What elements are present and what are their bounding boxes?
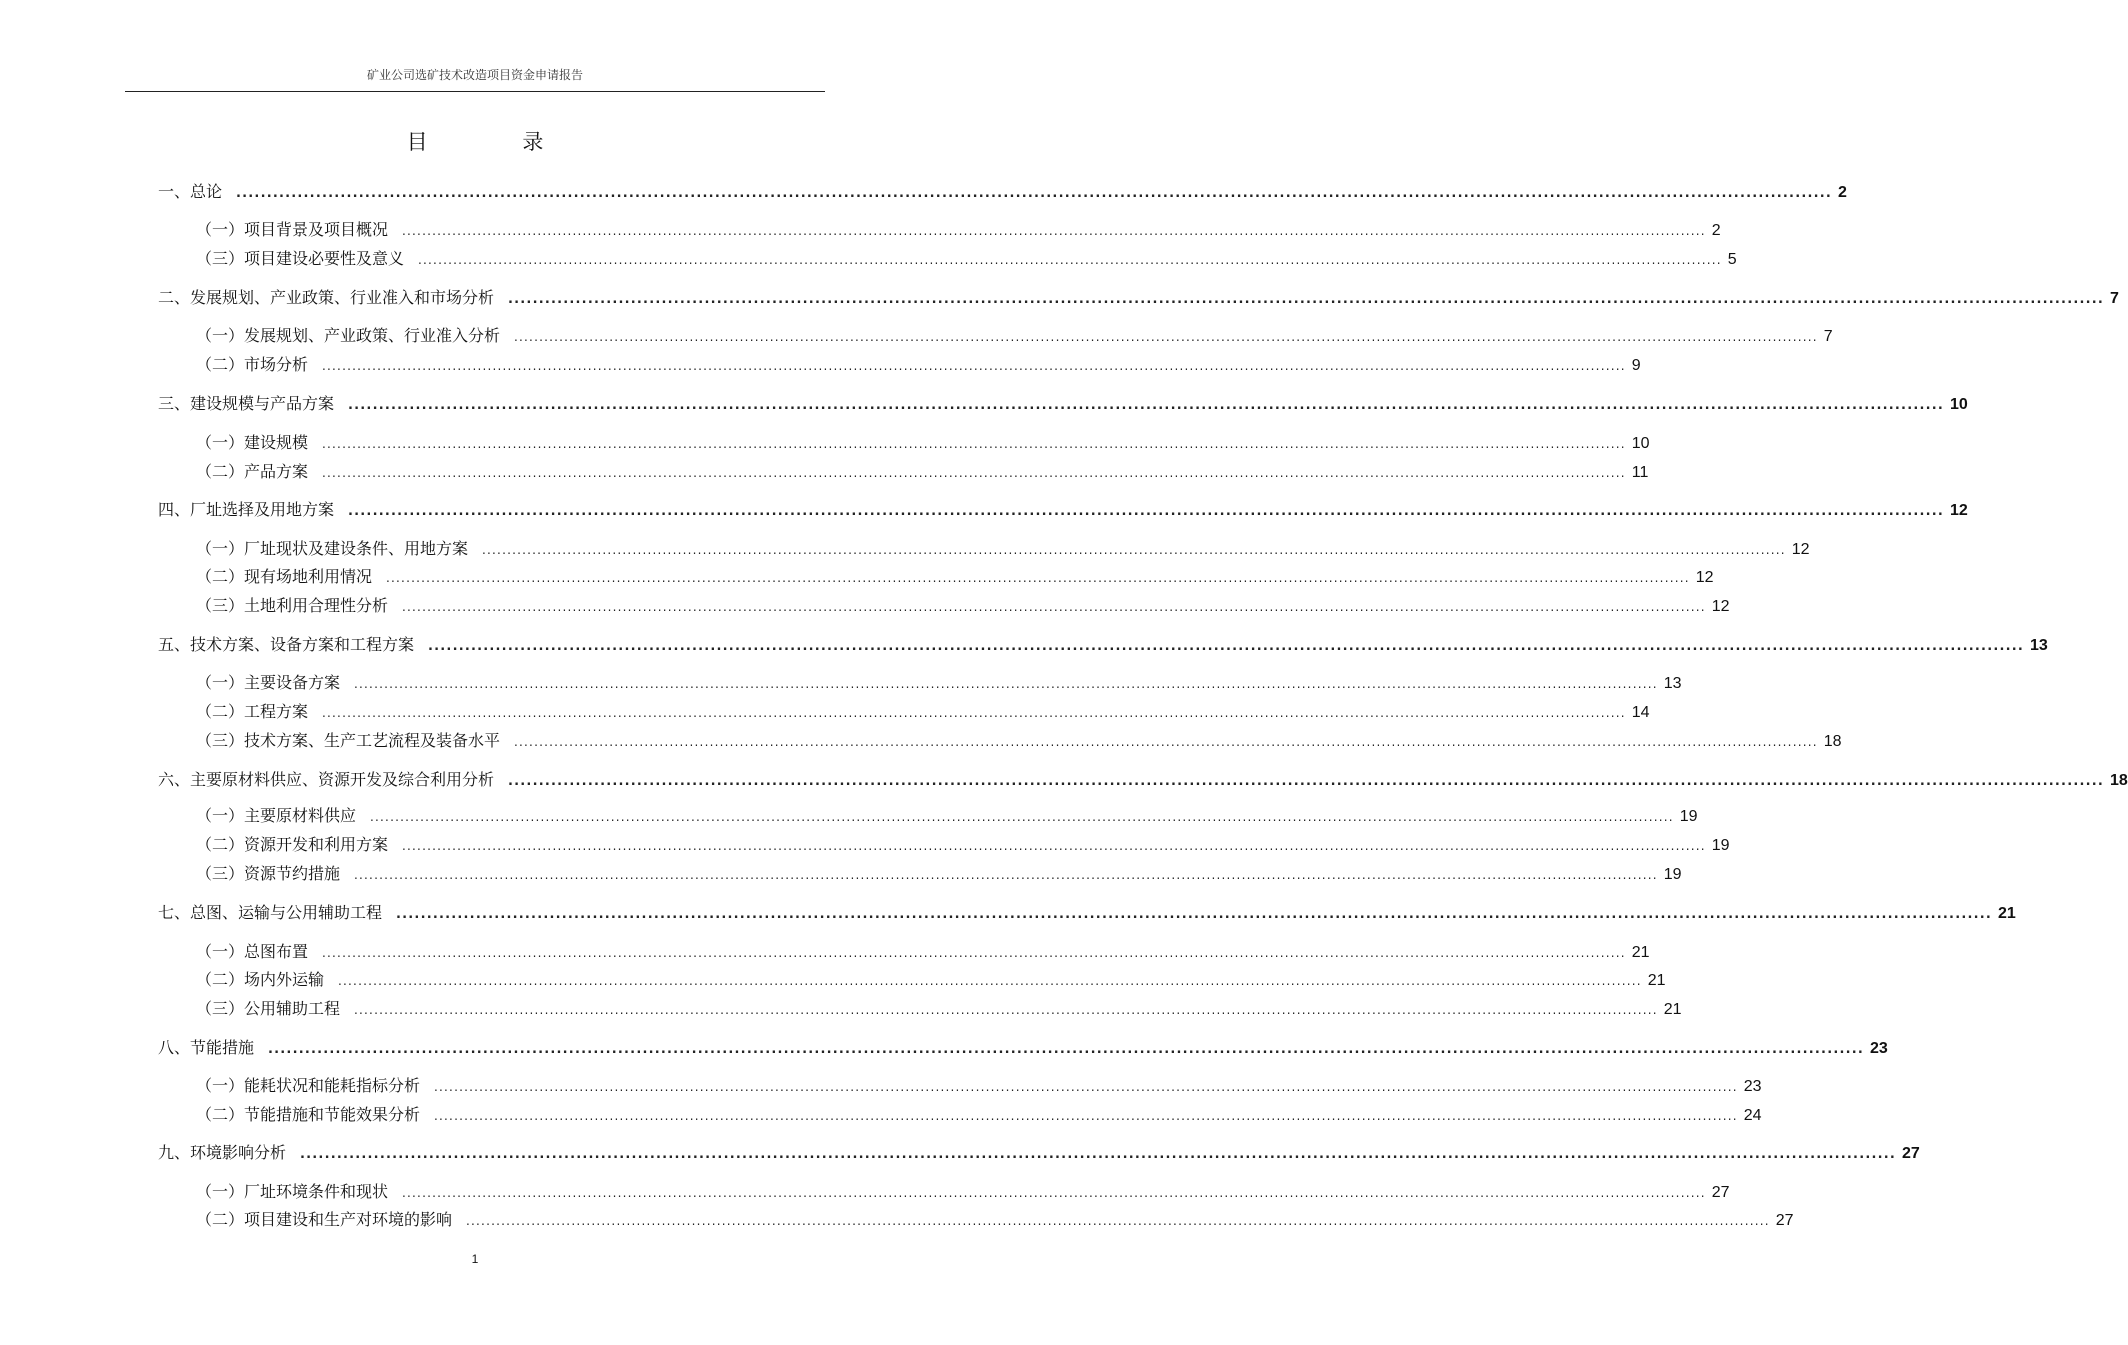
toc-entry-label: （一）厂址现状及建设条件、用地方案 <box>196 539 469 558</box>
toc-entry-page: 12 <box>1695 569 1714 586</box>
toc-entry-label: （二）工程方案 <box>196 702 309 721</box>
toc-chapter-entry[interactable] <box>158 287 2119 309</box>
toc-section-entry[interactable] <box>196 730 1842 752</box>
toc-entry-label: 三、建设规模与产品方案 <box>158 394 335 413</box>
toc-section-entry[interactable] <box>196 969 1666 991</box>
toc-entry-page: 19 <box>1679 808 1698 825</box>
toc-entry-label: （二）资源开发和利用方案 <box>196 835 389 854</box>
toc-section-entry[interactable] <box>196 1181 1730 1203</box>
toc-entry-page: 21 <box>1663 1001 1682 1018</box>
toc-entry-page: 23 <box>1870 1040 1888 1057</box>
toc-entry-page: 10 <box>1950 396 1968 413</box>
toc-entry-page: 13 <box>1663 675 1682 692</box>
toc-entry-label: （二）场内外运输 <box>196 970 325 989</box>
running-header-title: 矿业公司选矿技术改造项目资金申请报告 <box>366 68 583 82</box>
toc-entry-page: 23 <box>1743 1078 1762 1095</box>
toc-entry-label: （一）建设规模 <box>196 433 309 452</box>
toc-dot-leader: .................................................................................................................................................................................................................................................................... <box>418 253 1722 267</box>
toc-entry-page: 12 <box>1950 502 1968 519</box>
toc-dot-leader: .................................................................................................................................................................................................................................................................... <box>402 600 1706 614</box>
toc-entry-page: 19 <box>1711 837 1730 854</box>
toc-entry-page: 27 <box>1711 1184 1730 1201</box>
toc-dot-leader: .................................................................................................................................................................................................................................................................... <box>514 330 1818 344</box>
toc-section-entry[interactable] <box>196 566 1714 588</box>
toc-entry-label: （二）节能措施和节能效果分析 <box>196 1105 421 1124</box>
toc-section-entry[interactable] <box>196 941 1650 963</box>
toc-entry-label: （三）公用辅助工程 <box>196 999 341 1018</box>
toc-dot-leader: .................................................................................................................................................................................................................................................................... <box>354 868 1658 882</box>
toc-section-entry[interactable] <box>196 672 1682 694</box>
toc-entry-page: 14 <box>1631 704 1650 721</box>
toc-entry-label: （一）能耗状况和能耗指标分析 <box>196 1076 421 1095</box>
toc-entry-label: 六、主要原材料供应、资源开发及综合利用分析 <box>158 770 495 789</box>
toc-entry-label: 八、节能措施 <box>158 1038 255 1057</box>
toc-dot-leader: .................................................................................................................................................................................................................................................................... <box>322 359 1626 373</box>
toc-section-entry[interactable] <box>196 701 1650 723</box>
toc-entry-page: 19 <box>1663 866 1682 883</box>
toc-entry-page: 18 <box>1823 733 1842 750</box>
toc-entry-label: （三）资源节约措施 <box>196 864 341 883</box>
toc-dot-leader: .................................................................................................................................................................................................................................................................... <box>386 571 1690 585</box>
toc-section-entry[interactable] <box>196 805 1698 827</box>
toc-entry-page: 7 <box>1823 328 1833 345</box>
toc-entry-label: （一）总图布置 <box>196 942 309 961</box>
toc-chapter-entry[interactable] <box>158 393 1968 415</box>
toc-entry-label: （一）厂址环境条件和现状 <box>196 1182 389 1201</box>
toc-dot-leader: .................................................................................................................................................................................................................................................................... <box>322 437 1626 451</box>
toc-section-entry[interactable] <box>196 595 1730 617</box>
toc-section-entry[interactable] <box>196 538 1810 560</box>
toc-entry-page: 21 <box>1631 944 1650 961</box>
toc-entry-label: （二）现有场地利用情况 <box>196 567 373 586</box>
footer-page-number: 1 <box>471 1252 479 1266</box>
toc-dot-leader: .................................................................................................................................................................................................................................................................... <box>348 504 1945 519</box>
toc-entry-label: （一）主要设备方案 <box>196 673 341 692</box>
toc-entry-page: 2 <box>1838 184 1847 201</box>
toc-dot-leader: .................................................................................................................................................................................................................................................................... <box>434 1109 1738 1123</box>
toc-dot-leader: .................................................................................................................................................................................................................................................................... <box>322 946 1626 960</box>
toc-chapter-entry[interactable] <box>158 634 2048 656</box>
toc-dot-leader: .................................................................................................................................................................................................................................................................... <box>300 1147 1897 1162</box>
toc-section-entry[interactable] <box>196 461 1649 483</box>
toc-section-entry[interactable] <box>196 325 1833 347</box>
toc-dot-leader: .................................................................................................................................................................................................................................................................... <box>396 907 1993 922</box>
toc-dot-leader: .................................................................................................................................................................................................................................................................... <box>402 839 1706 853</box>
toc-entry-page: 5 <box>1727 251 1737 268</box>
toc-dot-leader: .................................................................................................................................................................................................................................................................... <box>370 810 1674 824</box>
toc-section-entry[interactable] <box>196 248 1737 270</box>
toc-entry-page: 27 <box>1775 1212 1794 1229</box>
toc-section-entry[interactable] <box>196 998 1682 1020</box>
toc-entry-page: 12 <box>1791 541 1810 558</box>
toc-entry-page: 12 <box>1711 598 1730 615</box>
toc-dot-leader: .................................................................................................................................................................................................................................................................... <box>402 224 1706 238</box>
toc-entry-page: 18 <box>2110 772 2128 789</box>
toc-chapter-entry[interactable] <box>158 181 1847 203</box>
toc-chapter-entry[interactable] <box>158 769 2128 791</box>
toc-entry-page: 21 <box>1647 972 1666 989</box>
toc-dot-leader: .................................................................................................................................................................................................................................................................... <box>354 677 1658 691</box>
toc-heading: 目 录 <box>406 130 588 154</box>
toc-entry-page: 27 <box>1902 1145 1920 1162</box>
toc-section-entry[interactable] <box>196 354 1641 376</box>
toc-dot-leader: .................................................................................................................................................................................................................................................................... <box>466 1214 1770 1228</box>
toc-entry-label: 四、厂址选择及用地方案 <box>158 500 335 519</box>
toc-entry-page: 9 <box>1631 357 1641 374</box>
toc-entry-label: （一）主要原材料供应 <box>196 806 357 825</box>
toc-dot-leader: .................................................................................................................................................................................................................................................................... <box>348 398 1945 413</box>
toc-entry-page: 21 <box>1998 905 2016 922</box>
toc-dot-leader: .................................................................................................................................................................................................................................................................... <box>428 639 2025 654</box>
toc-section-entry[interactable] <box>196 432 1650 454</box>
toc-chapter-entry[interactable] <box>158 1037 1888 1059</box>
toc-dot-leader: .................................................................................................................................................................................................................................................................... <box>322 706 1626 720</box>
toc-dot-leader: .................................................................................................................................................................................................................................................................... <box>236 186 1833 201</box>
toc-dot-leader: .................................................................................................................................................................................................................................................................... <box>322 466 1626 480</box>
toc-chapter-entry[interactable] <box>158 1142 1920 1164</box>
toc-section-entry[interactable] <box>196 863 1682 885</box>
toc-entry-label: 一、总论 <box>158 182 223 201</box>
toc-dot-leader: .................................................................................................................................................................................................................................................................... <box>338 974 1642 988</box>
toc-entry-label: 二、发展规划、产业政策、行业准入和市场分析 <box>158 288 495 307</box>
toc-entry-label: （二）项目建设和生产对环境的影响 <box>196 1210 453 1229</box>
toc-entry-label: 九、环境影响分析 <box>158 1143 287 1162</box>
toc-entry-label: （一）项目背景及项目概况 <box>196 220 389 239</box>
toc-entry-page: 24 <box>1743 1107 1762 1124</box>
toc-dot-leader: .................................................................................................................................................................................................................................................................... <box>434 1080 1738 1094</box>
toc-entry-label: 五、技术方案、设备方案和工程方案 <box>158 635 415 654</box>
toc-section-entry[interactable] <box>196 1075 1762 1097</box>
toc-chapter-entry[interactable] <box>158 902 2016 924</box>
toc-dot-leader: .................................................................................................................................................................................................................................................................... <box>508 292 2105 307</box>
toc-section-entry[interactable] <box>196 1104 1762 1126</box>
toc-entry-page: 7 <box>2110 290 2119 307</box>
toc-dot-leader: .................................................................................................................................................................................................................................................................... <box>402 1186 1706 1200</box>
toc-dot-leader: .................................................................................................................................................................................................................................................................... <box>514 735 1818 749</box>
toc-entry-page: 13 <box>2030 637 2048 654</box>
toc-section-entry[interactable] <box>196 1209 1794 1231</box>
toc-dot-leader: .................................................................................................................................................................................................................................................................... <box>482 543 1786 557</box>
toc-entry-label: （三）项目建设必要性及意义 <box>196 249 405 268</box>
toc-dot-leader: .................................................................................................................................................................................................................................................................... <box>268 1042 1865 1057</box>
toc-entry-label: （二）产品方案 <box>196 462 309 481</box>
toc-entry-page: 11 <box>1631 464 1649 481</box>
toc-entry-label: （三）土地利用合理性分析 <box>196 596 389 615</box>
toc-entry-label: （二）市场分析 <box>196 355 309 374</box>
toc-section-entry[interactable] <box>196 834 1730 856</box>
toc-entry-label: 七、总图、运输与公用辅助工程 <box>158 903 383 922</box>
toc-dot-leader: .................................................................................................................................................................................................................................................................... <box>508 774 2105 789</box>
toc-entry-label: （一）发展规划、产业政策、行业准入分析 <box>196 326 501 345</box>
toc-entry-label: （三）技术方案、生产工艺流程及装备水平 <box>196 731 501 750</box>
toc-chapter-entry[interactable] <box>158 499 1968 521</box>
toc-dot-leader: .................................................................................................................................................................................................................................................................... <box>354 1003 1658 1017</box>
toc-entry-page: 2 <box>1711 222 1721 239</box>
toc-entry-page: 10 <box>1631 435 1650 452</box>
toc-section-entry[interactable] <box>196 219 1721 241</box>
